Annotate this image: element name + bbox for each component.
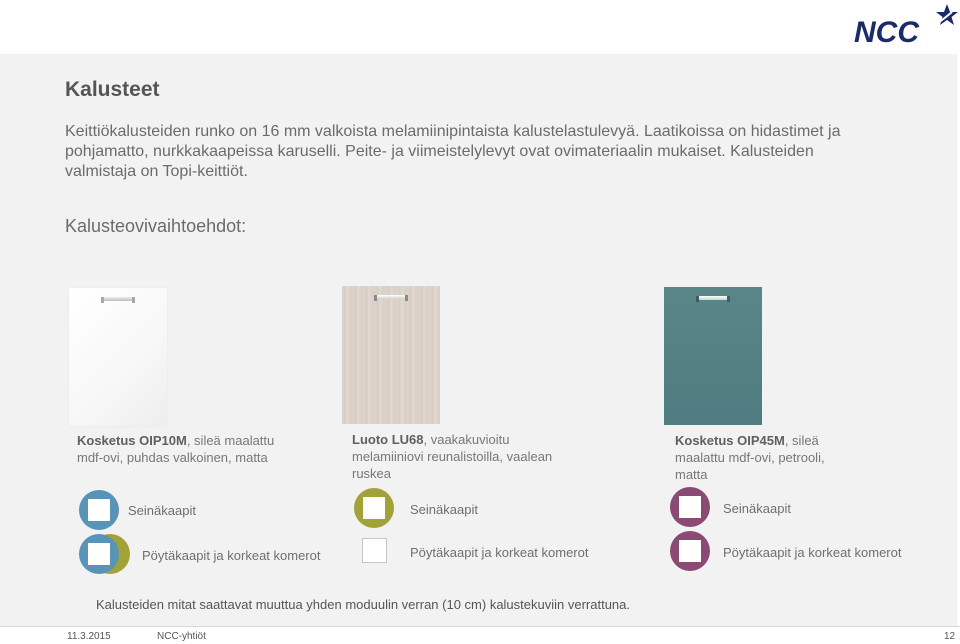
wall-cabinet-swatch-3 bbox=[670, 487, 710, 527]
option-name: Kosketus OIP45M bbox=[675, 433, 785, 448]
door-handle bbox=[374, 295, 408, 299]
base-cabinet-swatch-1 bbox=[79, 534, 121, 576]
option-description-1 bbox=[77, 432, 297, 466]
door-image-white bbox=[69, 288, 167, 426]
door-options-heading: Kalusteovivaihtoehdot: bbox=[65, 216, 247, 236]
wall-cabinets-label-3: Seinäkaapit bbox=[723, 501, 791, 516]
base-cabinets-label-1: Pöytäkaapit ja korkeat komerot bbox=[142, 548, 321, 563]
wall-cabinet-swatch-1 bbox=[79, 490, 119, 530]
footer-date: 11.3.2015 bbox=[67, 631, 111, 642]
footer-organization: NCC-yhtiöt bbox=[157, 631, 206, 642]
option-name: Luoto LU68 bbox=[352, 432, 424, 447]
ncc-logo bbox=[852, 2, 958, 46]
option-description-2 bbox=[352, 431, 567, 482]
base-cabinets-label-2: Pöytäkaapit ja korkeat komerot bbox=[410, 545, 589, 560]
wall-cabinets-label-1: Seinäkaapit bbox=[128, 503, 196, 518]
base-cabinet-swatch-2 bbox=[362, 538, 387, 563]
header-bar bbox=[0, 0, 960, 54]
option-details: , sileä maalattu mdf-ovi, puhdas valkoinen, matta bbox=[77, 433, 275, 465]
svg-text:NCC: NCC bbox=[854, 16, 919, 46]
page-number: 12 bbox=[944, 631, 956, 642]
intro-paragraph: Keittiökalusteiden runko on 16 mm valkoista melamiinipintaista kalustelastulevyä. Laatikoissa on hidastimet ja pohjamatto, nurkkakaapeissa karuselli. Peite- ja viimeistelylevyt ovat ovimateriaalin mukaiset. Kalusteiden valmistaja on Topi-keittiöt. bbox=[65, 123, 841, 180]
door-handle bbox=[101, 297, 135, 301]
option-description-3 bbox=[675, 432, 855, 483]
wall-cabinets-label-2: Seinäkaapit bbox=[410, 502, 478, 517]
door-image-petrol bbox=[664, 287, 762, 425]
door-image-wood bbox=[342, 286, 440, 424]
option-details: , vaakakuvioitu melamiiniovi reunalistoilla, vaalean ruskea bbox=[352, 432, 553, 481]
option-name: Kosketus OIP10M bbox=[77, 433, 187, 448]
option-details: , sileä maalattu mdf-ovi, petrooli, matta bbox=[675, 433, 825, 482]
page-title: Kalusteet bbox=[65, 78, 160, 101]
dimensions-note: Kalusteiden mitat saattavat muuttua yhden moduulin verran (10 cm) kalustekuviin verrattuna. bbox=[96, 597, 630, 612]
base-cabinet-swatch-3 bbox=[670, 531, 710, 571]
base-cabinets-label-3: Pöytäkaapit ja korkeat komerot bbox=[723, 545, 902, 560]
door-handle bbox=[696, 296, 730, 300]
footer-bar bbox=[0, 626, 960, 644]
wall-cabinet-swatch-2 bbox=[354, 488, 394, 528]
